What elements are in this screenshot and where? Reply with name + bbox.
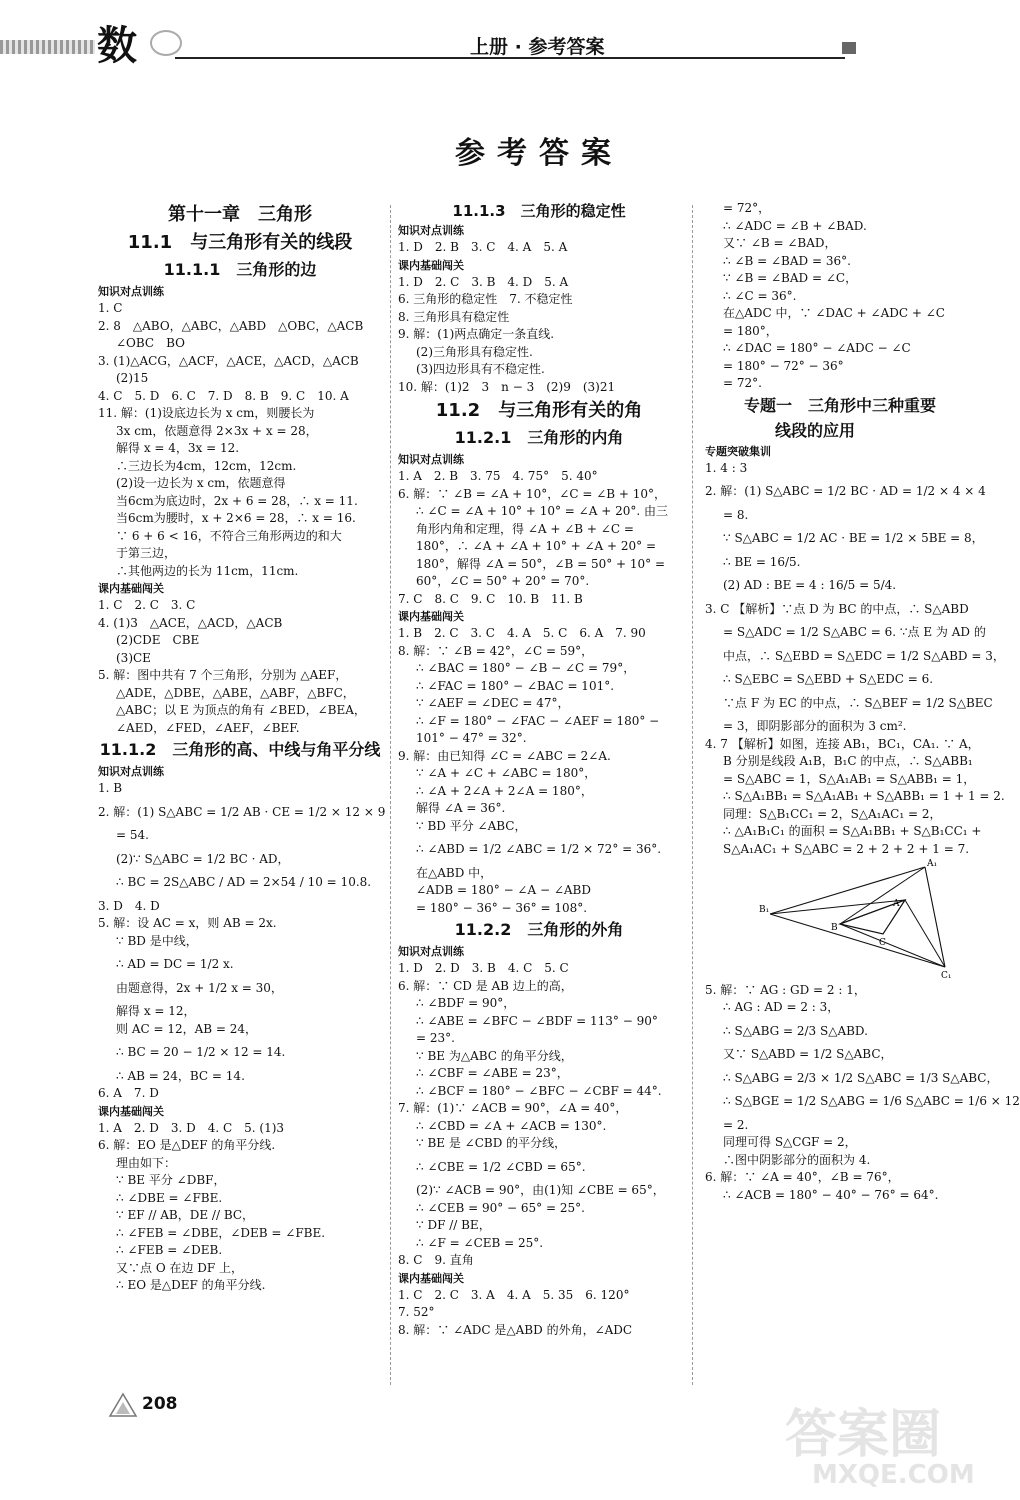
answer-line: ∴ EO 是△DEF 的角平分线. (116, 1278, 266, 1292)
answer-line: ∴ AB = 24，BC = 14. (116, 1068, 245, 1083)
answer-line: 1. C (98, 301, 123, 315)
exercise-group-label: 知识对点训练 (398, 224, 464, 237)
exercise-group-label: 知识对点训练 (98, 765, 164, 778)
answer-line: 180°，解得 ∠A = 50°，∠B = 50° + 10° = (416, 556, 666, 571)
answer-line: (2) AD : BE = 4 : 16/5 = 5/4. (723, 578, 897, 592)
column-2 (398, 200, 680, 1339)
logo-swirl-icon (150, 30, 182, 56)
triangle-figure (759, 859, 955, 981)
answer-line: 3. C 【解析】∵点 D 为 BC 的中点，∴ S△ABD (705, 601, 969, 616)
answer-line: ∴ BC = 2S△ABC / AD = 2×54 / 10 = 10.8. (116, 875, 372, 889)
answer-line: 180°，∴ ∠A + ∠A + 10° + ∠A + 20° = (416, 539, 657, 553)
answer-line: 又∵ ∠B = ∠BAD， (723, 236, 837, 250)
exercise-group-label: 知识对点训练 (398, 453, 464, 466)
subsection-heading: 专题一 三角形中三种重要 (743, 395, 936, 415)
answer-line: ∠AED，∠FED，∠AEF，∠BEF. (116, 720, 300, 735)
answer-line: 解得 x = 12， (116, 1004, 196, 1018)
answer-line: = 3，即阴影部分的面积为 3 cm². (723, 719, 907, 733)
answer-line: (2)∵ S△ABC = 1/2 BC · AD， (116, 851, 290, 866)
answer-line: (3)四边形具有不稳定性. (416, 362, 545, 376)
header-corner-mark (842, 42, 856, 54)
answer-line: ∵ BE 是 ∠CBD 的平分线， (416, 1136, 567, 1150)
answer-line: = S△ABC = 1，S△A₁AB₁ = S△ABB₁ = 1， (723, 771, 976, 786)
answer-line: 当6cm为腰时，x + 2×6 = 28，∴ x = 16. (116, 511, 356, 525)
answer-line: 9. 解：由已知得 ∠C = ∠ABC = 2∠A. (398, 748, 611, 763)
answer-line: ∴ ∠DBE = ∠FBE. (116, 1190, 223, 1205)
answer-line: 2. 解：(1) S△ABC = 1/2 AB · CE = 1/2 × 12 × 9 (98, 804, 386, 819)
answer-line: 7. 解：(1)∵ ∠ACB = 90°，∠A = 40°， (398, 1101, 628, 1115)
answer-line: 6. 解：EO 是△DEF 的角平分线. (98, 1138, 276, 1152)
answer-line: ∵ BE 平分 ∠DBF， (116, 1173, 226, 1187)
answer-line: △ADE，△DBE，△ABE，△ABF，△BFC， (116, 685, 355, 700)
page-number: 208 (142, 1394, 178, 1414)
answer-line: ∵ ∠A + ∠C + ∠ABC = 180°， (416, 766, 597, 780)
answer-line: ∴ ∠FAC = 180° − ∠BAC = 101°. (416, 678, 615, 693)
answer-line: (2)三角形具有稳定性. (416, 344, 533, 359)
page-header (0, 0, 1000, 80)
column-divider (390, 205, 391, 1385)
header-decoration-strip (0, 40, 95, 54)
column-1 (98, 200, 386, 1295)
column-3 (705, 200, 1020, 1204)
answer-line: ∴ ∠F = 180° − ∠FAC − ∠AEF = 180° − (416, 713, 660, 728)
answer-line: = 2. (723, 1117, 749, 1132)
answer-line: 理由如下： (116, 1155, 177, 1170)
answer-line: ∴ ∠ABE = ∠BFC − ∠BDF = 113° − 90° (416, 1013, 658, 1028)
answer-line: (3)CE (116, 650, 151, 665)
answer-line: 又∵ S△ABD = 1/2 S△ABC， (723, 1047, 893, 1061)
answer-line: ∴ ∠A + 2∠A + 2∠A = 180°， (416, 783, 593, 798)
answer-line: 3. (1)△ACG，△ACF，△ACE，△ACD，△ACB (98, 353, 359, 368)
exercise-group-label: 课内基础闯关 (398, 610, 464, 623)
answer-line: 1. D 2. D 3. B 4. C 5. C (398, 961, 569, 975)
answer-line: = 8. (723, 507, 749, 522)
answer-line: 11. 解：(1)设底边长为 x cm，则腰长为 (98, 406, 315, 420)
answer-line: 6. 三角形的稳定性 7. 不稳定性 (398, 292, 573, 306)
answer-line: 1. D 2. C 3. B 4. D 5. A (398, 274, 569, 289)
answer-line: ∵ DF // BE， (416, 1218, 491, 1232)
answer-line: (2)设一边长为 x cm，依题意得 (116, 476, 286, 490)
answer-line: = 54. (116, 828, 149, 842)
running-title: 上册 · 参考答案 (470, 36, 605, 58)
answer-line: ∴ AG : AD = 2 : 3， (723, 1000, 840, 1014)
answer-line: 解得 ∠A = 36°. (416, 801, 506, 815)
column-3-top (705, 200, 1005, 858)
answer-line: 4. (1)3 △ACE，△ACD，△ACB (98, 615, 283, 630)
answer-line: = 72°， (723, 201, 771, 215)
page-title: 参考答案 (455, 136, 623, 171)
answer-line: ∴ ∠FEB = ∠DEB. (116, 1243, 223, 1257)
label-c: C (879, 938, 886, 948)
exercise-group-label: 课内基础闯关 (98, 1104, 164, 1118)
answer-line: = S△ADC = 1/2 S△ABC = 6. ∵点 E 为 AD 的 (723, 625, 986, 639)
answer-line: 于第三边， (116, 546, 177, 560)
answer-line: 1. D 2. B 3. C 4. A 5. A (398, 240, 568, 254)
answer-line: 7. C 8. C 9. C 10. B 11. B (398, 591, 583, 606)
answer-line: 同理：S△B₁CC₁ = 2，S△A₁AC₁ = 2， (723, 806, 942, 821)
answer-line: 1. 4 : 3 (705, 460, 748, 475)
answer-line: ∴ ∠CBD = ∠A + ∠ACB = 130°. (416, 1118, 607, 1133)
exercise-group-label: 课内基础闯关 (398, 258, 464, 272)
label-a1: A₁ (927, 859, 938, 869)
answer-line: △ABC；以 E 为顶点的角有 ∠BED，∠BEA， (116, 703, 366, 717)
answer-line: 同理可得 S△CGF = 2， (723, 1135, 857, 1149)
exercise-group-label: 知识对点训练 (98, 285, 164, 298)
answer-line: 1. B 2. C 3. C 4. A 5. C 6. A 7. 90 (398, 626, 646, 640)
answer-line: 4. C 5. D 6. C 7. D 8. B 9. C 10. A (98, 388, 349, 403)
subsection-heading: 11.2.2 三角形的外角 (454, 920, 624, 939)
answer-line: 3x cm，依题意得 2×3x + x = 28， (116, 423, 318, 438)
answer-line: ∠ADB = 180° − ∠A − ∠ABD (416, 883, 591, 897)
answer-line: ∵ ∠B = ∠BAD = ∠C， (723, 271, 858, 285)
column-divider (692, 205, 693, 1385)
answer-line: B 分别是线段 A₁B，B₁C 的中点，∴ S△ABB₁ (723, 754, 973, 768)
answer-line: ∴ ∠CBF = ∠ABE = 23°， (416, 1066, 569, 1080)
exercise-group-label: 课内基础闯关 (398, 1271, 464, 1285)
label-b1: B₁ (759, 905, 770, 915)
answer-line: 由题意得，2x + 1/2 x = 30， (116, 980, 283, 995)
answer-line: ∴ BE = 16/5. (723, 554, 801, 569)
answer-line: 10. 解：(1)2 3 n − 3 (2)9 (3)21 (398, 379, 616, 394)
section-heading: 11.2 与三角形有关的角 (435, 400, 643, 421)
watermark: 答案圈 (785, 1405, 942, 1465)
answer-line: ∴ ∠C = ∠A + 10° + 10° = ∠A + 20°. 由三 (416, 504, 668, 518)
answer-line: 解得 x = 4，3x = 12. (116, 441, 240, 455)
label-b: B (831, 923, 838, 933)
answer-line: 6. 解：∵ ∠A = 40°，∠B = 76°， (705, 1170, 900, 1184)
label-c1: C₁ (941, 971, 952, 981)
answer-line: 8. 三角形具有稳定性 (398, 309, 510, 324)
answer-line: ∴ ∠ADC = ∠B + ∠BAD. (723, 218, 867, 233)
answer-line: ∴ AD = DC = 1/2 x. (116, 957, 234, 971)
subsection-heading: 线段的应用 (775, 420, 856, 440)
answer-line: 又∵点 O 在边 DF 上， (116, 1260, 244, 1275)
answer-line: 8. 解：∵ ∠ADC 是△ABD 的外角，∠ADC (398, 1322, 633, 1337)
answer-line: = 180° − 36° − 36° = 108°. (416, 900, 588, 915)
answer-line: (2)∵ ∠ACB = 90°，由(1)知 ∠CBE = 65°， (416, 1183, 665, 1197)
answer-line: ∵ 6 + 6 < 16，不符合三角形两边的和大 (116, 528, 342, 543)
exercise-group-label: 课内基础闯关 (98, 582, 164, 595)
answer-line: 7. 52° (398, 1305, 435, 1319)
answer-line: ∴ S△BGE = 1/2 S△ABG = 1/6 S△ABC = 1/6 × 12 (723, 1094, 1020, 1108)
answer-line: ∴ S△ABG = 2/3 S△ABD. (723, 1023, 868, 1038)
answer-line: ∴ S△A₁BB₁ = S△A₁AB₁ + S△ABB₁ = 1 + 1 = 2. (723, 789, 1005, 803)
section-heading: 11.1 与三角形有关的线段 (127, 232, 353, 253)
answer-line: 2. 解：(1) S△ABC = 1/2 BC · AD = 1/2 × 4 × 4 (705, 484, 986, 498)
answer-line: ∴ ∠CBE = 1/2 ∠CBD = 65°. (416, 1159, 586, 1174)
answer-line: 中点，∴ S△EBD = S△EDC = 1/2 S△ABD = 3， (723, 648, 1005, 663)
answer-line: = 72°. (723, 376, 762, 390)
answer-line: 4. 7 【解析】如图，连接 AB₁，BC₁，CA₁. ∵ A， (705, 736, 980, 751)
section-heading: 第十一章 三角形 (168, 204, 312, 225)
answer-line: ∵ BD 是中线， (116, 933, 198, 948)
subsection-heading: 11.1.1 三角形的边 (163, 260, 317, 279)
answer-line: ∴ ∠CEB = 90° − 65° = 25°. (416, 1200, 585, 1215)
answer-line: 角形内角和定理，得 ∠A + ∠B + ∠C = (416, 521, 634, 536)
answer-line: 6. A 7. D (98, 1086, 159, 1100)
answer-line: 5. 解：图中共有 7 个三角形，分别为 △AEF， (98, 668, 348, 682)
answer-line: ∵点 F 为 EC 的中点，∴ S△BEF = 1/2 S△BEC (723, 695, 993, 710)
answer-line: 1. C 2. C 3. C (98, 598, 196, 612)
answer-line: 在△ADC 中，∵ ∠DAC + ∠ADC + ∠C (723, 306, 945, 320)
answer-line: 2. 8 △ABO，△ABC，△ABD △OBC，△ACB (98, 318, 364, 333)
answer-line: ∴ ∠FEB = ∠DBE，∠DEB = ∠FBE. (116, 1225, 326, 1240)
answer-line: 3. D 4. D (98, 898, 160, 913)
answer-line: ∴图中阴影部分的面积为 4. (723, 1152, 871, 1167)
answer-line: 60°，∠C = 50° + 20° = 70°. (416, 574, 590, 588)
answer-line: ∴ ∠BAC = 180° − ∠B − ∠C = 79°， (416, 661, 636, 675)
footer-logo-icon (108, 1392, 138, 1418)
exercise-group-label: 知识对点训练 (398, 945, 464, 958)
answer-line: 5. 解：∵ AG : GD = 2 : 1， (705, 982, 866, 997)
answer-line: ∴ ∠BDF = 90°， (416, 996, 516, 1010)
answer-line: 则 AC = 12，AB = 24， (116, 1021, 258, 1036)
answer-line: S△A₁AC₁ + S△ABC = 2 + 2 + 2 + 1 = 7. (723, 841, 970, 856)
answer-line: 1. A 2. B 3. 75 4. 75° 5. 40° (398, 469, 598, 483)
answer-line: 101° − 47° = 32°. (416, 731, 527, 745)
answer-line: 6. 解：∵ ∠B = ∠A + 10°，∠C = ∠B + 10°， (398, 486, 667, 501)
subsection-heading: 11.2.1 三角形的内角 (454, 428, 624, 447)
answer-line: ∴ S△ABG = 2/3 × 1/2 S△ABC = 1/3 S△ABC， (723, 1070, 999, 1085)
answer-line: (2)15 (116, 371, 149, 385)
subsection-heading: 11.1.3 三角形的稳定性 (452, 202, 626, 220)
answer-line: = 180° − 72° − 36° (723, 358, 844, 373)
answer-line: = 23°. (416, 1031, 455, 1045)
answer-line: ∵ ∠AEF = ∠DEC = 47°， (416, 696, 570, 710)
answer-line: 8. 解：∵ ∠B = 42°，∠C = 59°， (398, 643, 594, 658)
answer-line: ∵ BE 为△ABC 的角平分线， (416, 1048, 573, 1063)
exercise-group-label: 专题突破集训 (705, 444, 771, 458)
answer-line: ∴ ∠ABD = 1/2 ∠ABC = 1/2 × 72° = 36°. (416, 842, 662, 856)
answer-line: ∴ ∠C = 36°. (723, 288, 797, 303)
answer-line: 1. A 2. D 3. D 4. C 5. (1)3 (98, 1120, 285, 1135)
answer-line: 5. 解：设 AC = x，则 AB = 2x. (98, 916, 277, 930)
answer-line: 1. B (98, 781, 123, 795)
answer-line: 当6cm为底边时，2x + 6 = 28，∴ x = 11. (116, 493, 358, 508)
answer-line: 在△ABD 中， (416, 865, 493, 880)
answer-line: (2)CDE CBE (116, 633, 200, 647)
answer-line: ∴ ∠DAC = 180° − ∠ADC − ∠C (723, 341, 911, 355)
answer-line: ∴ ∠ACB = 180° − 40° − 76° = 64°. (723, 1187, 939, 1202)
answer-line: ∴ △A₁B₁C₁ 的面积 = S△A₁BB₁ + S△B₁CC₁ + (723, 824, 982, 838)
answer-line: ∴ ∠BCF = 180° − ∠BFC − ∠CBF = 44°. (416, 1083, 662, 1098)
answer-line: ∴三边长为4cm，12cm，12cm. (116, 458, 297, 473)
answer-line: ∵ EF // AB，DE // BC， (116, 1208, 255, 1222)
answer-line: = 180°， (723, 323, 778, 338)
answer-line: 6. 解：∵ CD 是 AB 边上的高， (398, 978, 573, 993)
answer-line: 1. C 2. C 3. A 4. A 5. 35 6. 120° (398, 1287, 630, 1302)
answer-line: ∵ S△ABC = 1/2 AC · BE = 1/2 × 5BE = 8， (723, 531, 984, 545)
label-a: A (893, 899, 900, 909)
answer-line: ∴其他两边的长为 11cm，11cm. (116, 563, 299, 578)
answer-line: ∴ BC = 20 − 1/2 × 12 = 14. (116, 1045, 286, 1059)
answer-line: ∴ ∠B = ∠BAD = 36°. (723, 253, 851, 268)
subject-logo: 数 (97, 23, 137, 69)
answer-line: ∵ BD 平分 ∠ABC， (416, 818, 527, 833)
answer-line: 8. C 9. 直角 (398, 1253, 474, 1267)
column-3-bottom (705, 982, 1020, 1205)
answer-line: ∴ ∠F = ∠CEB = 25°. (416, 1235, 544, 1250)
answer-line: 9. 解：(1)两点确定一条直线. (398, 327, 555, 341)
watermark-url: MXQE.COM (812, 1460, 975, 1490)
answer-line: ∠OBC BO (116, 336, 185, 350)
answer-line: ∴ S△EBC = S△EBD + S△EDC = 6. (723, 672, 934, 686)
subsection-heading: 11.1.2 三角形的高、中线与角平分线 (99, 740, 381, 759)
